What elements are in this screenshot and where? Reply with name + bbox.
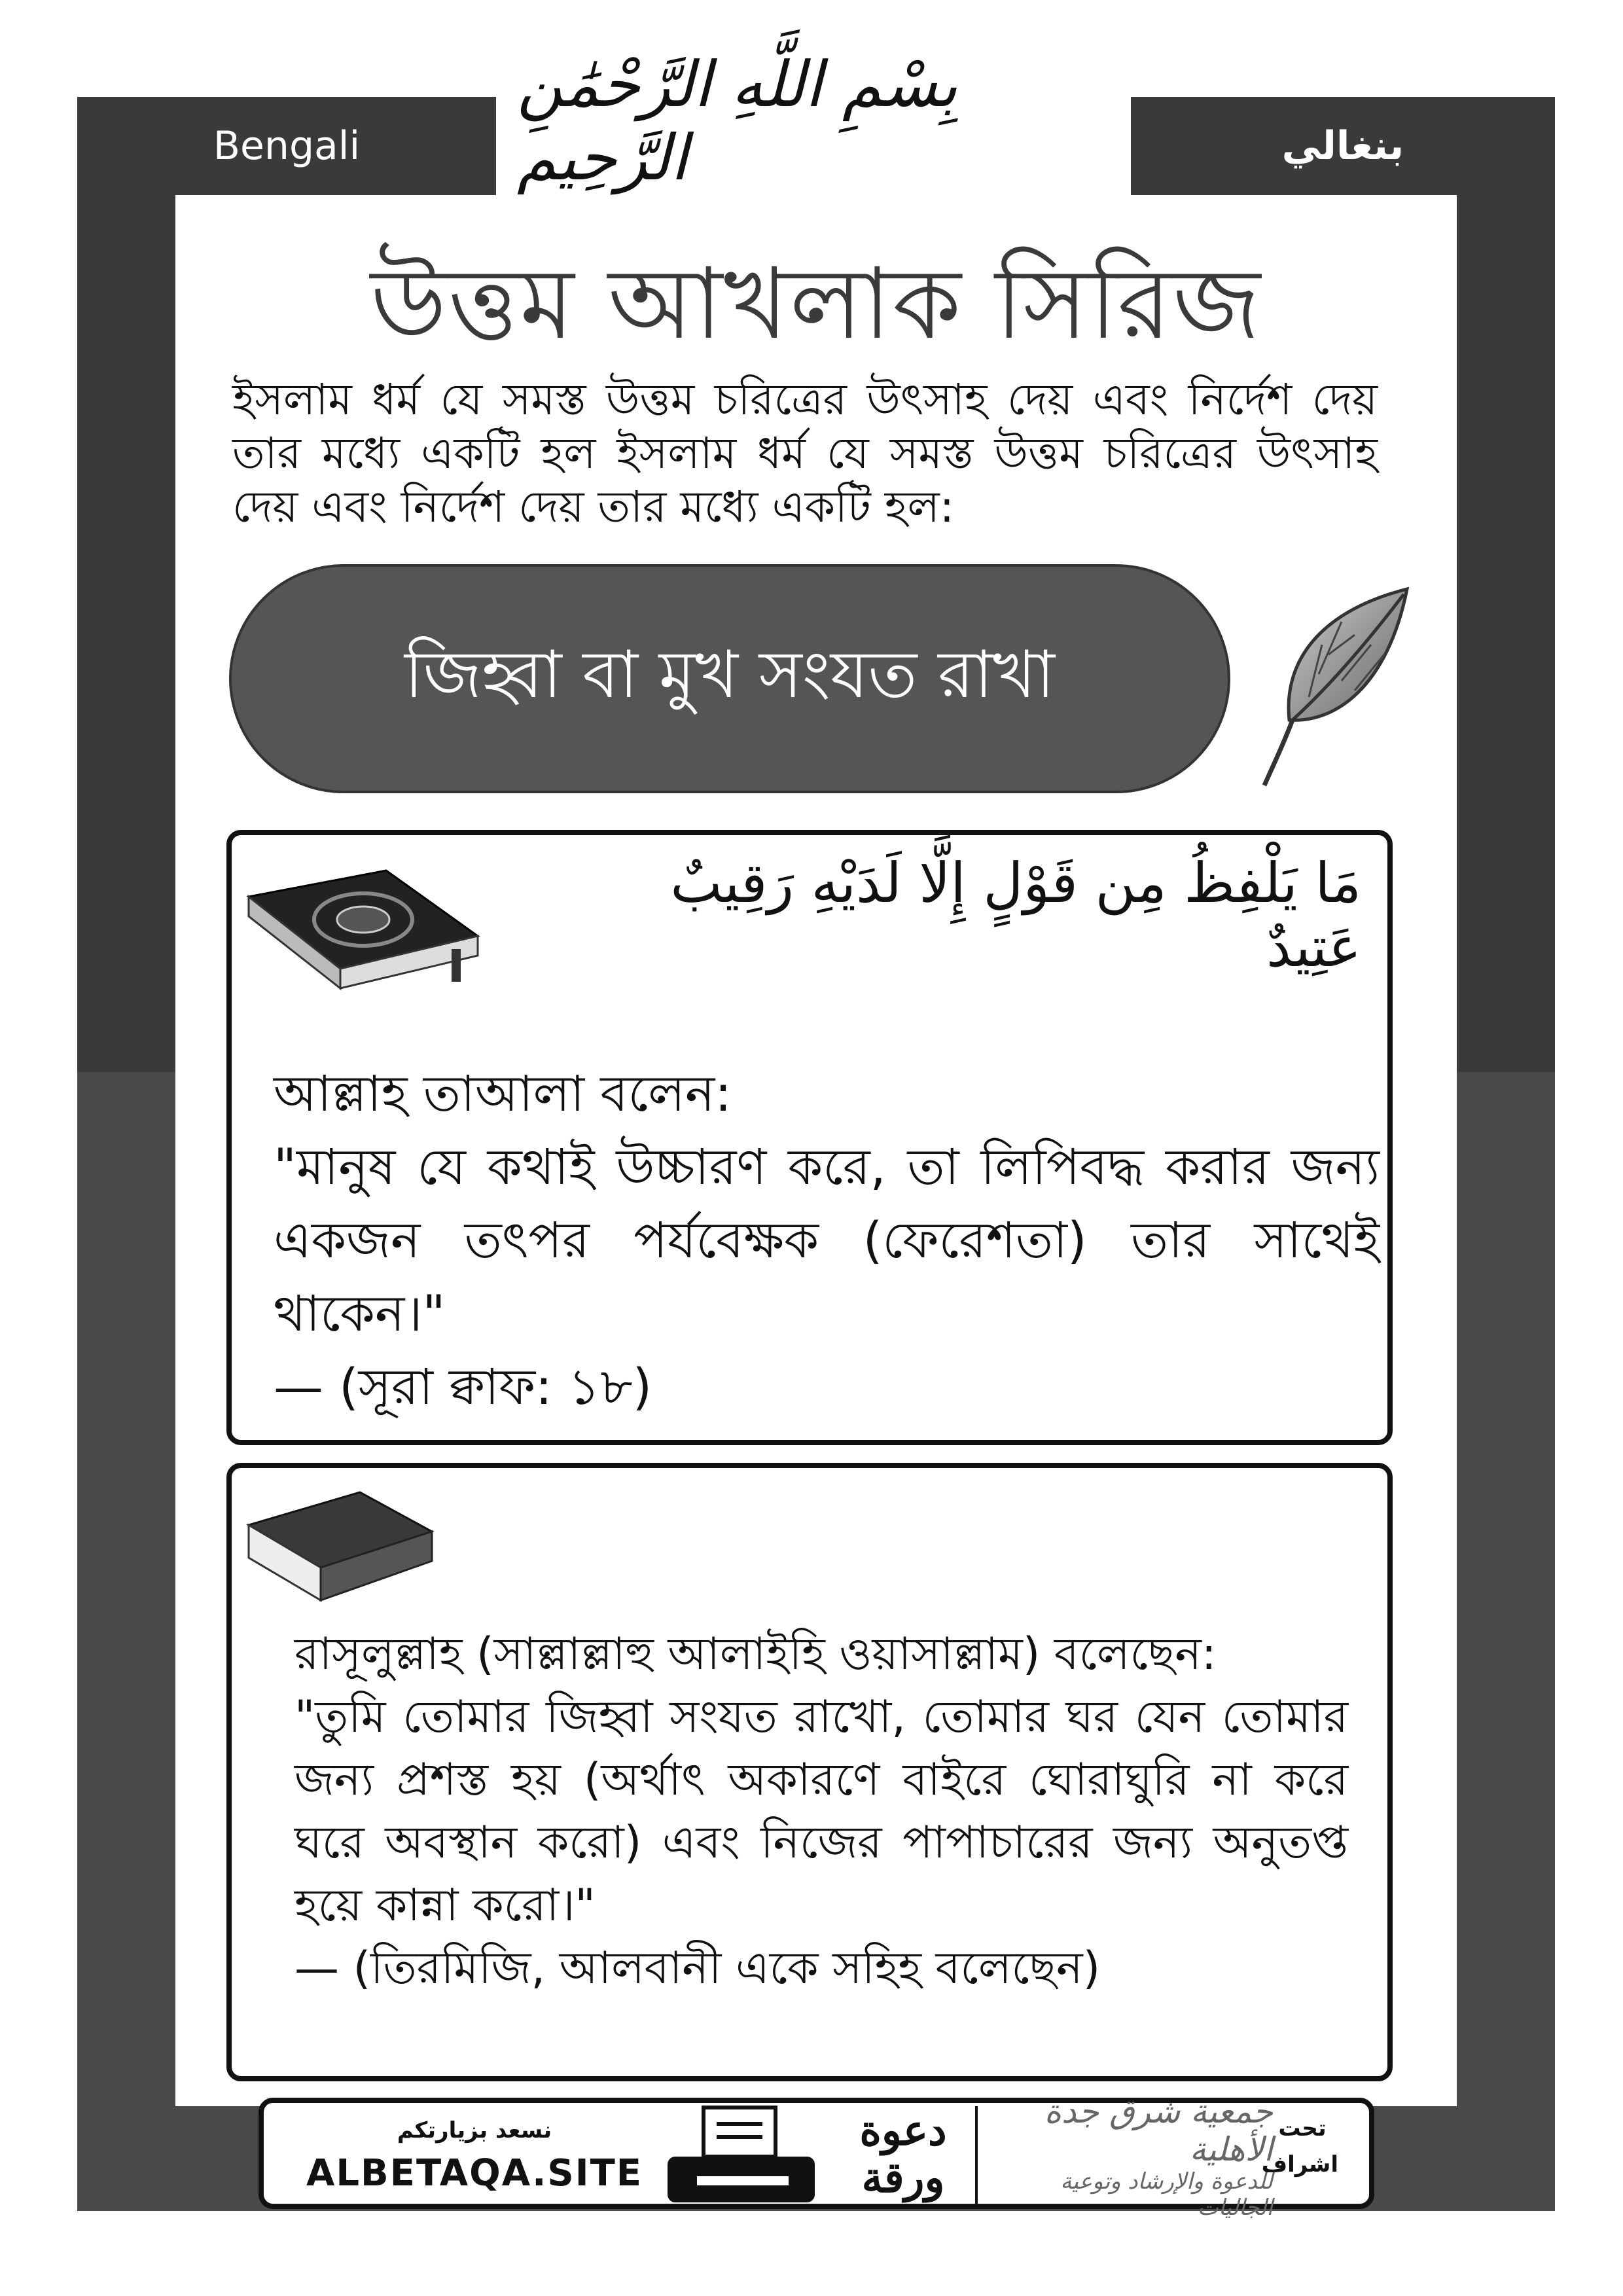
organization-logo [985,2092,1273,2221]
footer-visit-text: نسعد بزيارتكم [397,2117,552,2144]
hadith-translation [294,1623,1348,2000]
topic-text: জিহ্বা বা মুখ সংযত রাখা [404,636,1055,713]
hadith-intro: রাসূলুল্লাহ (সাল্লাল্লাহু আলাইহি ওয়াসাল্লাম) বলেছেন: [294,1628,1217,1680]
book-icon [242,1486,438,1610]
intro-paragraph: ইসলাম ধর্ম যে সমস্ত উত্তম চরিত্রের উৎসাহ দেয় এবং নির্দেশ দেয় তার মধ্যে একটি হল ইসলাম ধর্ম যে সমস্ত উত্তম চরিত্রের উৎসাহ দেয় এবং নির্দেশ দেয় তার মধ্যে একটি হল: [232,374,1378,532]
hadith-source: — (তিরমিজি, আলবানী একে সহিহ বলেছেন) [294,1943,1101,1994]
printer-icon[interactable] [661,2104,831,2209]
topic-banner [229,564,1230,793]
leaf-icon [1257,583,1414,792]
organization-subtitle: للدعوة والإرشاد وتوعية الجاليات [1060,2168,1273,2221]
footer-site-link[interactable]: ALBETAQA.SITE [306,2152,643,2195]
supervision-line2: اشراف [1261,2151,1338,2178]
language-label-english: Bengali [77,97,496,195]
basmala-calligraphy: بِسْمِ اللَّهِ الرَّحْمَٰنِ الرَّحِيمِ [517,48,958,194]
supervision-line1: تحت [1278,2115,1327,2142]
quran-book-icon [236,857,491,1001]
dawa-logo-line2: ورقة [861,2153,945,2202]
quran-text: "মানুষ যে কথাই উচ্চারণ করে, তা লিপিবদ্ধ করার জন্য একজন তৎপর পর্যবেক্ষক (ফেরেশতা) তার সাথেই থাকেন।" [274,1138,1380,1342]
page-title: উত্তম আখলাক সিরিজ [370,247,1262,361]
hadith-text: "তুমি তোমার জিহ্বা সংযত রাখো, তোমার ঘর যেন তোমার জন্য প্রশস্ত হয় (অর্থাৎ অকারণে বাইরে ঘোরাঘুরি না করে ঘরে অবস্থান করো) এবং নিজের পাপাচারের জন্য অনুতপ্ত হয়ে কান্না করো।" [294,1691,1348,1931]
quran-translation [274,1057,1380,1424]
quran-source: — (সূরা ক্বাফ: ১৮) [274,1357,652,1416]
quran-intro: আল্লাহ তাআলা বলেন: [274,1064,732,1122]
organization-name: جمعية شرق جدة الأهلية [1044,2092,1273,2168]
dawa-logo-line1: دعوة [859,2106,947,2155]
dawa-logo [834,2102,972,2207]
supervision-label [1261,2111,1338,2183]
footer-divider [975,2106,978,2204]
language-label-arabic: بنغالي [1131,97,1555,195]
dawa-logo-text [834,2102,972,2207]
quran-verse-arabic: مَا يَلْفِظُ مِن قَوْلٍ إِلَّا لَدَيْهِ رَقِيبٌ عَتِيدٌ [670,851,1361,979]
